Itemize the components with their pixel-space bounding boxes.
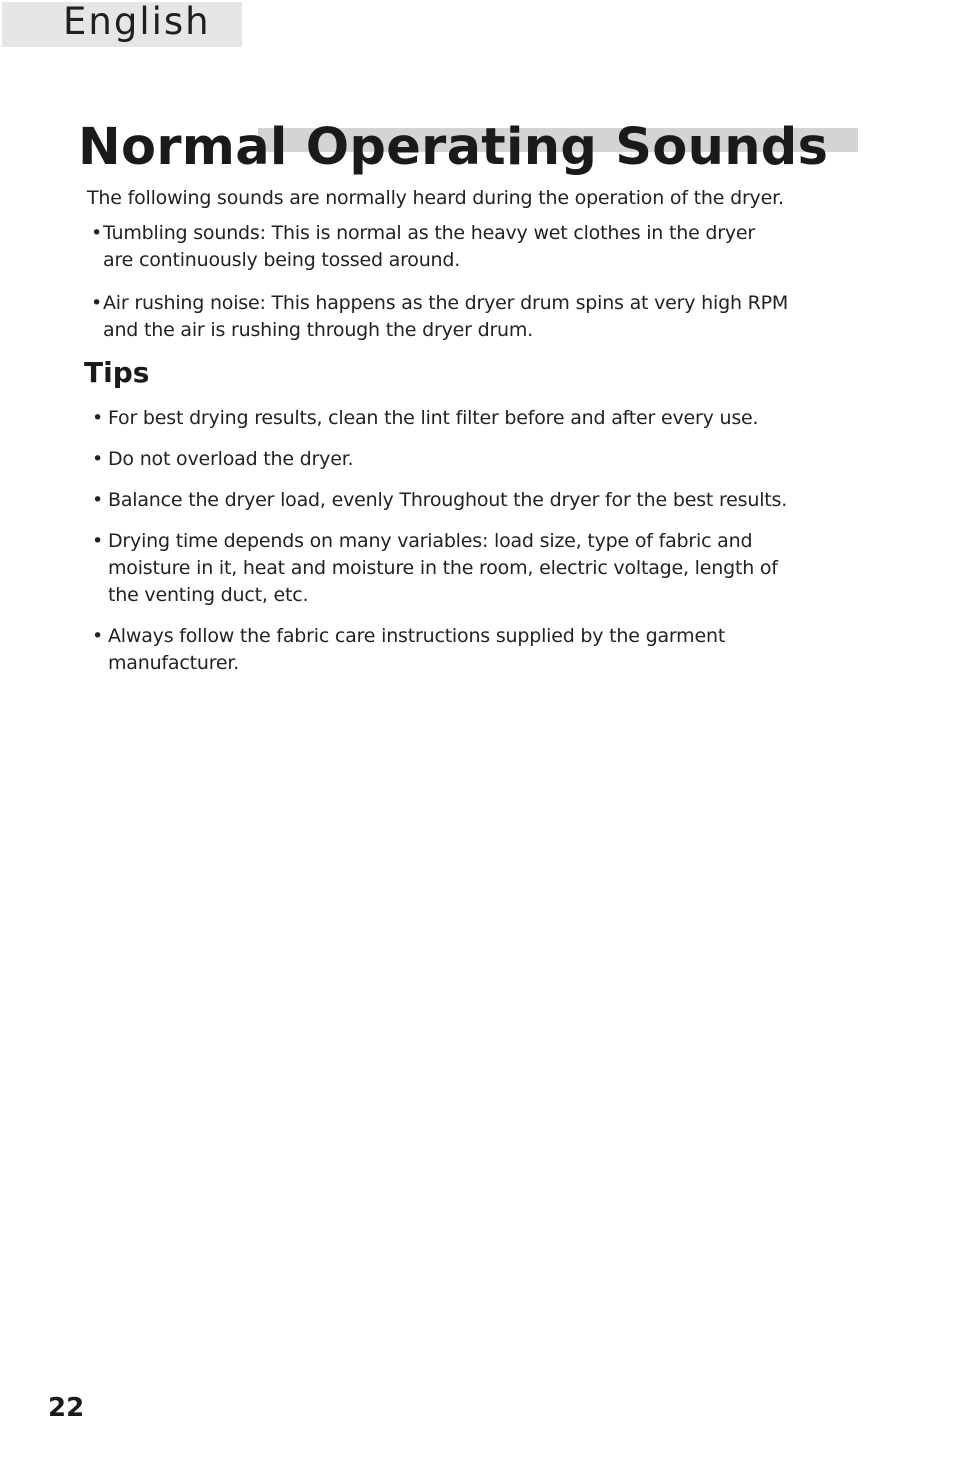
bullet-icon: • [91,222,103,244]
page-title: Normal Operating Sounds [78,118,829,177]
tip-text: Drying time depends on many variables: load size, type of fabric and moisture in it, heat and moisture in the room, electric voltage, length of the venting duct, etc. [108,530,778,606]
list-item [92,487,802,514]
tips-heading: Tips [84,356,150,389]
list-item [92,623,802,677]
tips-list [92,405,802,677]
bullet-icon: • [92,489,104,511]
sound-text: Tumbling sounds: This is normal as the heavy wet clothes in the dryer are continuously being tossed around. [103,222,756,271]
list-item [89,220,789,274]
list-item [92,405,802,432]
tip-text: Balance the dryer load, evenly Throughout the dryer for the best results. [108,489,788,511]
bullet-icon: • [92,625,104,647]
language-label: English [63,0,211,43]
list-item [92,446,802,473]
bullet-icon: • [92,530,104,552]
sound-text: Air rushing noise: This happens as the dryer drum spins at very high RPM and the air is rushing through the dryer drum. [103,292,789,341]
bullet-icon: • [92,448,104,470]
intro-text: The following sounds are normally heard during the operation of the dryer. [87,187,784,209]
sounds-list [89,220,789,344]
bullet-icon: • [92,407,104,429]
list-item [89,290,789,344]
list-item [92,528,802,609]
tip-text: Always follow the fabric care instructions supplied by the garment manufacturer. [108,625,726,674]
bullet-icon: • [91,292,103,314]
page-number: 22 [48,1393,85,1423]
tip-text: For best drying results, clean the lint filter before and after every use. [108,407,759,429]
tip-text: Do not overload the dryer. [108,448,354,470]
